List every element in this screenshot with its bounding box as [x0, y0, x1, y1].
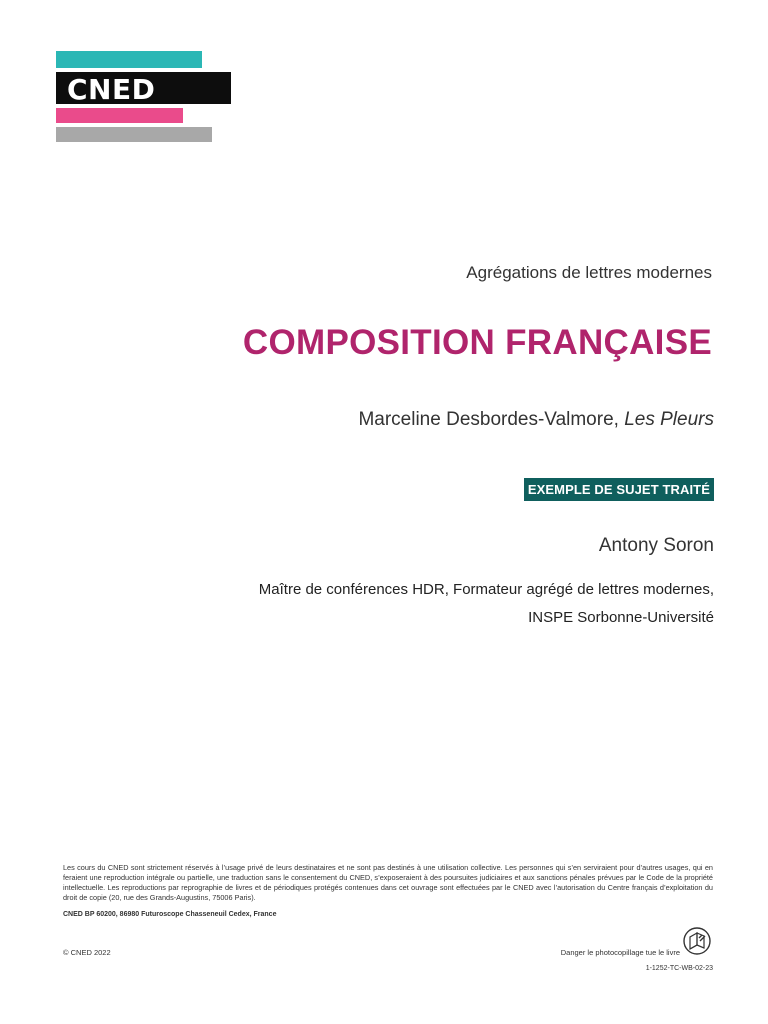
work-title: Les Pleurs: [624, 409, 714, 430]
logo-grey-bar: [56, 127, 212, 142]
cned-logo: [56, 51, 232, 143]
author-name: Antony Soron: [598, 535, 714, 556]
work-reference: [358, 409, 714, 431]
course-subtitle: Agrégations de lettres modernes: [466, 263, 712, 282]
author-role-line2: INSPE Sorbonne-Université: [528, 609, 714, 626]
author-role-line1: Maître de conférences HDR, Formateur agrégé de lettres modernes,: [258, 581, 714, 598]
page-title: COMPOSITION FRANÇAISE: [242, 323, 712, 362]
subject-badge: EXEMPLE DE SUJET TRAITÉ: [524, 478, 714, 501]
cned-address: CNED BP 60200, 86980 Futuroscope Chasseneuil Cedex, France: [63, 911, 277, 918]
document-reference: 1-1252-TC-WB-02-23: [645, 965, 713, 972]
copyright: © CNED 2022: [63, 948, 111, 957]
work-author: Marceline Desbordes-Valmore,: [358, 409, 619, 430]
logo-pink-bar: [56, 108, 183, 123]
photocopy-warning-text: Danger le photocopillage tue le livre: [560, 948, 680, 957]
logo-black-bar: [56, 72, 231, 104]
logo-text: CNED: [67, 73, 156, 106]
legal-notice: Les cours du CNED sont strictement réservés à l’usage privé de leurs destinataires et ne sont pas destinés à une utilisation collective. Les personnes qui s’en serviraient pour d’autres usages, qui en feraient une reproduction intégrale ou partielle, une traduction sans le consentement du CNED, s’exposeraient à des poursuites judiciaires et aux sanctions pénales prévues par le Code de la propriété intellectuelle. Les reproductions par reprographie de livres et de périodiques protégés contenues dans cet ouvrage sont effectuées par le CNED avec l’autorisation du Centre français d’exploitation du droit de copie (20, rue des Grands-Augustins, 75006 Paris).: [63, 863, 713, 902]
logo-teal-bar: [56, 51, 202, 68]
photocopy-warning-icon: [681, 926, 713, 956]
